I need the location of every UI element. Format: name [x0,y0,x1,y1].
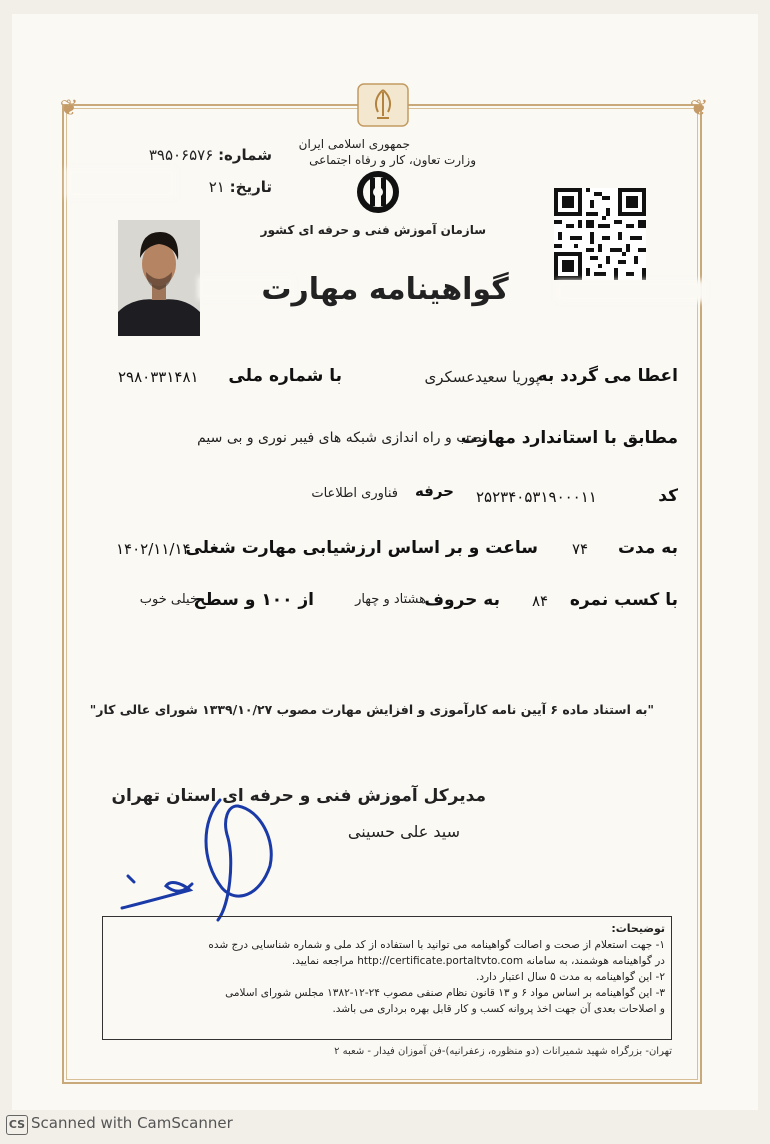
redaction-blur [66,168,176,198]
org-name: سازمان آموزش فنی و حرفه ای کشور [260,223,486,237]
score-label: با کسب نمره [569,590,678,610]
certificate-title: گواهینامه مهارت [261,272,509,307]
awarded-label: اعطا می گردد به [537,366,678,386]
footer-address: تهران- بزرگراه شهید شمیرانات (دو منظوره، زعفرانیه)-فن آموزان فیدار - شعبه ۲ [334,1046,672,1057]
trade-value: فناوری اطلاعات [311,486,398,501]
trade-label: حرفه [414,482,454,500]
level-value: خیلی خوب [139,592,198,607]
code-label: کد [658,486,678,506]
iran-emblem-icon [354,82,412,128]
standard-value: نصب و راه اندازی شبکه های فیبر نوری و بی سیم [197,430,486,446]
tvto-logo-icon [350,170,406,214]
notes-line: ۳- این گواهینامه بر اساس مواد ۶ و ۱۳ قانون نظام صنفی مصوب ۲۴-۱۲-۱۳۸۲ مجلس شورای اسلامی [225,987,665,999]
national-id-value: ۲۹۸۰۳۳۱۴۸۱ [118,368,199,386]
date-value: ۲۱ [208,178,225,196]
qr-code-icon [554,188,646,280]
signatory-name: سید علی حسینی [347,822,460,841]
corner-ornament-icon: ❦ [689,96,709,121]
national-id-label: با شماره ملی [228,366,342,386]
camscanner-logo-icon: CS [6,1115,28,1135]
notes-line: در گواهینامه هوشمند، به سامانه http://certificate.portaltvto.com مراجعه نمایید. [291,955,665,967]
signatory-title: مدیرکل آموزش فنی و حرفه ای استان تهران [111,786,486,806]
notes-heading: توضیحات: [611,922,665,935]
standard-label: مطابق با استاندارد مهارت [460,428,678,448]
notes-line: ۱- جهت استعلام از صحت و اصالت گواهینامه می توانید با استفاده از کد ملی و شماره شناسایی درج شده [208,939,665,951]
awarded-name: پوریا سعیدعسکری [424,368,540,386]
hours-text: ساعت و بر اساس ارزشیابی مهارت شغلی [185,538,538,558]
number-value: ۳۹۵۰۶۵۷۶ [148,146,214,164]
org-line1: جمهوری اسلامی ایران [298,137,410,151]
notes-line: و اصلاحات بعدی آن جهت اخذ پروانه کسب و کار قابل بهره برداری می باشد. [332,1003,665,1015]
signature-icon [110,780,290,930]
duration-value: ۷۴ [572,540,589,558]
in-words-label: به حروف [424,590,500,610]
certificate-number [112,146,272,164]
duration-label: به مدت [617,538,678,558]
notes-box [102,916,672,1040]
in-words-value: هشتاد و چهار [355,592,426,607]
score-value: ۸۴ [532,592,549,610]
org-line2: وزارت تعاون، کار و رفاه اجتماعی [309,153,476,167]
date-label: تاریخ: [229,178,272,196]
notes-line: ۲- این گواهینامه به مدت ۵ سال اعتبار دارد. [476,971,665,983]
watermark-text: Scanned with CamScanner [31,1114,233,1132]
evaluation-date: ۱۴۰۲/۱۱/۱۴ [116,540,191,558]
code-value: ۲۵۲۳۴۰۵۳۱۹۰۰۰۱۱ [476,488,597,506]
number-label: شماره: [218,146,272,164]
out-of-label: از ۱۰۰ و سطح [193,590,314,610]
legal-basis: "به استناد ماده ۶ آیین نامه کارآموزی و افزایش مهارت مصوب ۱۳۳۹/۱۰/۲۷ شورای عالی کار" [89,702,654,717]
camscanner-watermark [6,1114,233,1135]
corner-ornament-icon: ❦ [59,96,79,121]
